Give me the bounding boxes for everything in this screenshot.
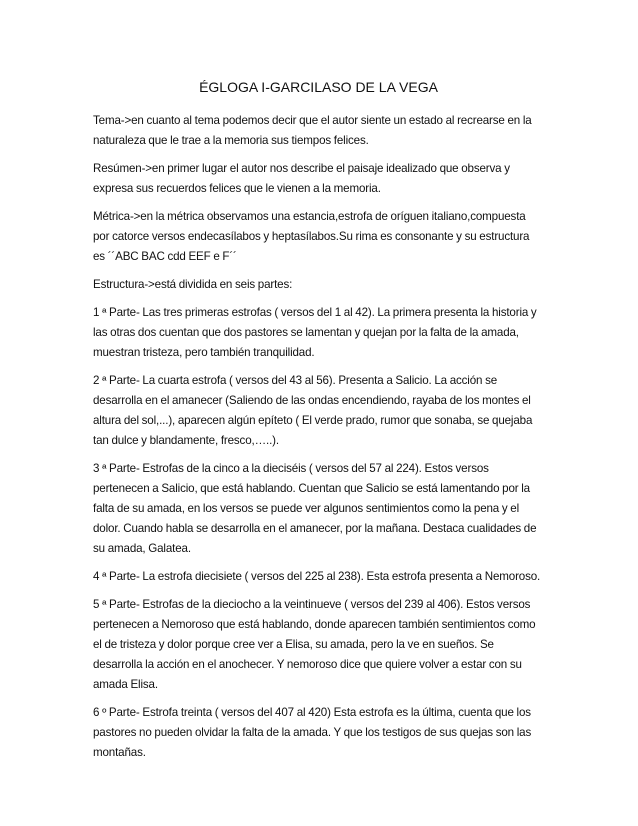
paragraph-parte-3: 3 ª Parte- Estrofas de la cinco a la dieciséis ( versos del 57 al 224). Estos versos pertenecen a Salicio, que está hablando. Cuentan que Salicio se está lamentando por la falta de su amada, en los versos se puede ver algunos sentimientos como la pena y el dolor. Cuando habla se desarrolla en el amanecer, por la mañana. Destaca cualidades de su amada, Galatea. bbox=[93, 462, 537, 555]
paragraph-parte-2: 2 ª Parte- La cuarta estrofa ( versos del 43 al 56). Presenta a Salicio. La acción se desarrolla en el amanecer (Saliendo de las ondas encendiendo, rayaba de los montes el altura del sol,...), aparecen algún epíteto ( El verde prado, rumor que sonaba, se quejaba tan dulce y blandamente, fresco,…..). bbox=[93, 374, 533, 447]
paragraph-parte-5: 5 ª Parte- Estrofas de la dieciocho a la veintinueve ( versos del 239 al 406). Estos versos pertenecen a Nemoroso que está hablando, donde aparecen también sentimientos como el de tristeza y dolor porque cree ver a Elisa, su amada, pero la ve en sueños. Se desarrolla la acción en el anochecer. Y nemoroso dice que quiere volver a estar con su amada Elisa. bbox=[93, 598, 536, 691]
document-title: ÉGLOGA I-GARCILASO DE LA VEGA bbox=[199, 79, 438, 95]
paragraph-resumen: Resúmen->en primer lugar el autor nos describe el paisaje idealizado que observa y expresa sus recuerdos felices que le vienen a la memoria. bbox=[93, 162, 510, 195]
paragraph-parte-6: 6 º Parte- Estrofa treinta ( versos del 407 al 420) Esta estrofa es la última, cuenta que los pastores no pueden olvidar la falta de la amada. Y que los testigos de sus quejas son las montañas. bbox=[93, 706, 532, 759]
paragraph-estructura: Estructura->está dividida en seis partes: bbox=[93, 278, 293, 291]
paragraph-parte-1: 1 ª Parte- Las tres primeras estrofas ( versos del 1 al 42). La primera presenta la historia y las otras dos cuentan que dos pastores se lamentan y quejan por la falta de la amada, muestran tristeza, pero también tranquilidad. bbox=[93, 306, 537, 359]
paragraph-parte-4: 4 ª Parte- La estrofa diecisiete ( versos del 225 al 238). Esta estrofa presenta a Nemoroso. bbox=[93, 570, 541, 583]
paragraph-metrica: Métrica->en la métrica observamos una estancia,estrofa de oríguen italiano,compuesta por catorce versos endecasílabos y heptasílabos.Su rima es consonante y su estructura es ´´ABC BAC cdd EEF e F´´ bbox=[93, 210, 530, 263]
paragraph-tema: Tema->en cuanto al tema podemos decir que el autor siente un estado al recrearse en la naturaleza que le trae a la memoria sus tiempos felices. bbox=[93, 114, 532, 147]
